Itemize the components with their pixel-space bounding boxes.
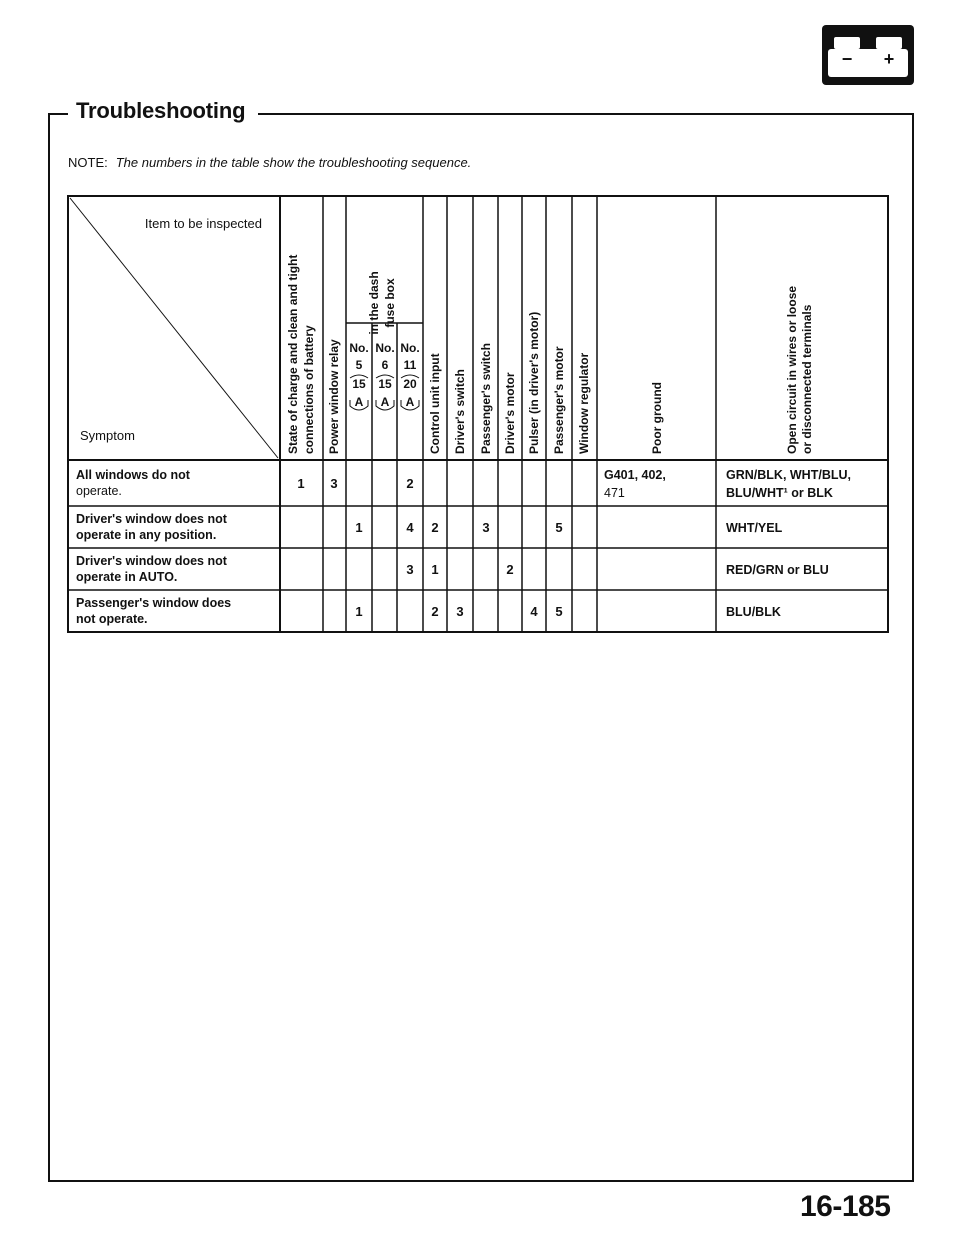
col-header-fuse-group: in the dash — [367, 271, 381, 335]
row-1-symptom: All windows do not — [76, 468, 190, 482]
col-header-drv-switch: Driver's switch — [453, 369, 467, 454]
col-header-pass-motor: Passenger's motor — [552, 346, 566, 454]
fuse-subheaders — [349, 341, 419, 410]
sequence-number: 1 — [355, 604, 363, 619]
col-header-state: State of charge and clean and tight — [286, 254, 300, 454]
negative-sign: − — [841, 49, 853, 69]
row-3-symptom: Driver's window does not — [76, 554, 227, 568]
svg-text:5: 5 — [355, 358, 363, 372]
row-2-symptom-2: operate in any position. — [76, 528, 217, 542]
sequence-number: 1 — [431, 562, 439, 577]
corner-symptom-label: Symptom — [80, 428, 135, 443]
svg-text:11: 11 — [403, 358, 417, 372]
svg-text:A: A — [380, 395, 390, 409]
sequence-number: 5 — [555, 604, 563, 619]
section-title: Troubleshooting — [76, 98, 246, 123]
sequence-number: 5 — [555, 520, 563, 535]
row-1-ground-2: 471 — [604, 486, 625, 500]
row-2-symptom: Driver's window does not — [76, 512, 227, 526]
fuse-no-5 — [349, 341, 368, 410]
col-header-regulator: Window regulator — [577, 352, 591, 454]
col-header-pulser: Pulser (in driver's motor) — [527, 311, 541, 454]
col-header-control: Control unit input — [428, 353, 442, 454]
row-1-wires-2: BLU/WHT¹ or BLK — [726, 486, 833, 500]
fuse-no-11 — [400, 341, 419, 410]
row-3-symptom-2: operate in AUTO. — [76, 570, 178, 584]
col-header-pass-switch: Passenger's switch — [479, 343, 493, 454]
col-header-ground: Poor ground — [650, 382, 664, 454]
note-text: The numbers in the table show the troubleshooting sequence. — [115, 155, 472, 170]
sequence-number: 3 — [482, 520, 490, 535]
col-header-open-circuit-2: or disconnected terminals — [800, 304, 814, 454]
row-4-symptom: Passenger's window does — [76, 596, 232, 610]
sequence-number: 1 — [355, 520, 363, 535]
row-1-wires: GRN/BLK, WHT/BLU, — [726, 468, 851, 482]
positive-sign: + — [883, 49, 895, 69]
sequence-number: 3 — [406, 562, 414, 577]
corner-item-label: Item to be inspected — [144, 216, 262, 231]
sequence-number: 4 — [406, 520, 414, 535]
page-number: 16-185 — [800, 1190, 891, 1223]
svg-text:No.: No. — [375, 341, 395, 355]
sequence-number: 2 — [431, 520, 439, 535]
sequence-number: 2 — [506, 562, 514, 577]
row-1-symptom-2: operate. — [76, 484, 122, 498]
corner-diagonal — [70, 198, 278, 458]
col-header-open-circuit: Open circuit in wires or loose — [785, 285, 799, 454]
svg-text:No.: No. — [400, 341, 420, 355]
sequence-number: 3 — [330, 476, 338, 491]
sequence-number: 4 — [530, 604, 538, 619]
svg-text:15: 15 — [378, 377, 392, 391]
sequence-number: 1 — [297, 476, 305, 491]
row-2-wires: WHT/YEL — [726, 521, 783, 535]
svg-text:No.: No. — [349, 341, 369, 355]
col-header-relay: Power window relay — [327, 339, 341, 454]
sequence-number: 2 — [431, 604, 439, 619]
row-4-symptom-2: not operate. — [76, 612, 148, 626]
svg-text:A: A — [354, 395, 364, 409]
row-1-ground: G401, 402, — [604, 468, 666, 482]
row-3-wires: RED/GRN or BLU — [726, 563, 829, 577]
svg-text:A: A — [405, 395, 415, 409]
svg-text:15: 15 — [352, 377, 366, 391]
sequence-number: 2 — [406, 476, 414, 491]
fuse-no-6 — [375, 341, 394, 410]
col-header-fuse-group-2: fuse box — [383, 278, 397, 328]
svg-text:20: 20 — [403, 377, 417, 391]
sequence-number: 3 — [456, 604, 464, 619]
col-header-state-2: connections of battery — [302, 325, 316, 454]
col-header-drv-motor: Driver's motor — [503, 372, 517, 454]
svg-text:6: 6 — [381, 358, 389, 372]
note-prefix: NOTE: — [68, 155, 108, 170]
row-4-wires: BLU/BLK — [726, 605, 781, 619]
